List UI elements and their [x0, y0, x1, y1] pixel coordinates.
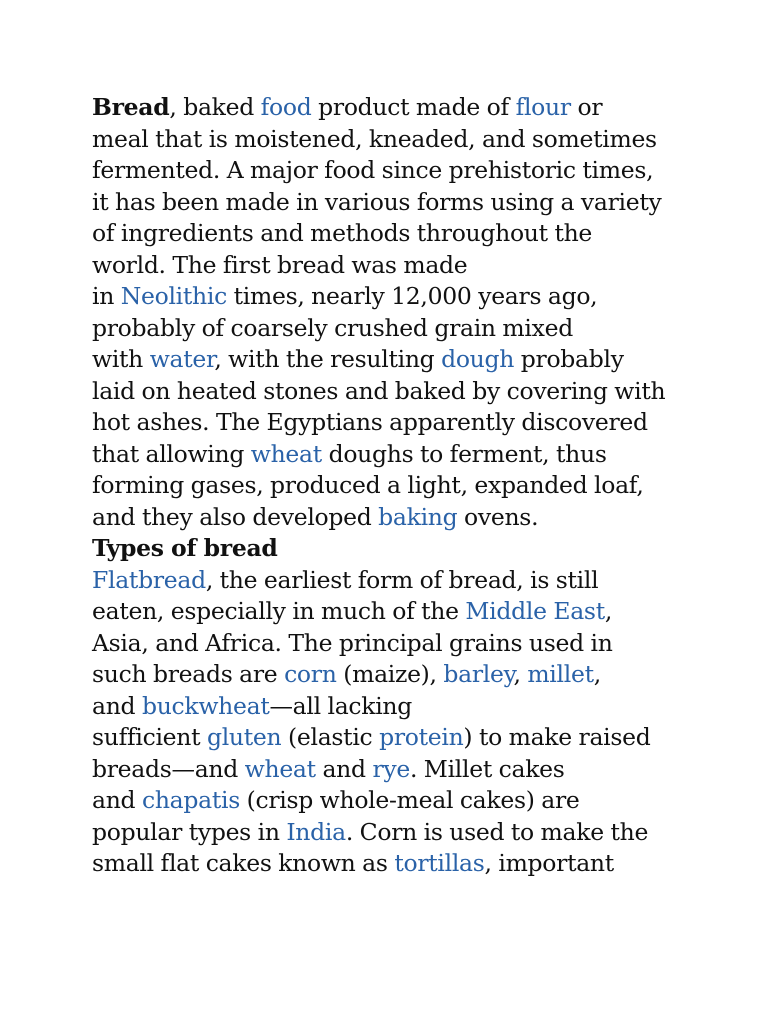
link-tortillas[interactable]: tortillas	[394, 849, 485, 877]
link-corn[interactable]: corn	[284, 660, 337, 688]
text-span: and	[92, 786, 142, 814]
text-span: small flat cakes known as	[92, 849, 395, 877]
text-line	[92, 754, 692, 786]
link-wheat[interactable]: wheat	[250, 439, 322, 468]
link-chapatis[interactable]: chapatis	[141, 786, 240, 814]
link-rye[interactable]: rye	[372, 754, 410, 783]
text-span: (crisp whole-meal cakes) are	[239, 786, 580, 814]
text-line: world. The first bread was made	[92, 250, 468, 279]
text-span: popular types in	[92, 817, 287, 846]
intro-paragraph	[92, 92, 692, 533]
text-line: probably of coarsely crushed grain mixed	[92, 313, 573, 342]
text-line	[92, 596, 692, 628]
text-line: it has been made in various forms using a variety	[92, 187, 662, 216]
text-span: doughs to ferment, thus	[321, 439, 607, 468]
text-span: times, nearly 12,000 years ago,	[226, 282, 598, 310]
link-flour[interactable]: flour	[515, 93, 571, 121]
text-span: and	[315, 754, 373, 783]
text-span: , the earliest form of bread, is still	[205, 565, 599, 594]
link-neolithic[interactable]: Neolithic	[120, 282, 227, 310]
text-span: ovens.	[457, 502, 539, 531]
text-span: . Corn is used to make the	[345, 817, 649, 846]
link-protein[interactable]: protein	[379, 723, 464, 751]
text-line: fermented. A major food since prehistoric times,	[92, 156, 654, 184]
text-line	[92, 439, 692, 471]
text-span: or	[570, 93, 603, 121]
text-span: breads—and	[92, 754, 245, 783]
link-dough[interactable]: dough	[441, 345, 515, 373]
text-span: with	[92, 345, 150, 373]
text-line	[92, 92, 692, 124]
text-span: ) to make raised	[463, 723, 651, 751]
text-line: laid on heated stones and baked by covering with	[92, 376, 666, 405]
link-buckwheat[interactable]: buckwheat	[141, 691, 270, 720]
text-span: and	[92, 691, 142, 720]
text-span: , important	[484, 849, 614, 877]
section-heading: Types of bread	[92, 534, 278, 562]
link-gluten[interactable]: gluten	[206, 723, 282, 751]
text-span: such breads are	[92, 660, 285, 688]
link-barley[interactable]: barley	[443, 660, 514, 688]
text-line	[92, 817, 692, 849]
text-line	[92, 344, 692, 376]
text-span: that allowing	[92, 439, 251, 468]
text-line	[92, 691, 692, 723]
text-span: ,	[604, 597, 613, 625]
text-line: of ingredients and methods throughout the	[92, 219, 593, 247]
text-line	[92, 565, 692, 597]
text-line: Asia, and Africa. The principal grains used in	[92, 628, 613, 657]
text-line	[92, 502, 692, 534]
text-line	[92, 659, 692, 691]
text-span: probably	[514, 345, 624, 373]
text-line: hot ashes. The Egyptians apparently discovered	[92, 408, 648, 436]
term-bread: Bread	[92, 93, 170, 121]
text-span: , baked	[169, 93, 261, 121]
text-span: , with the resulting	[214, 345, 442, 373]
text-line: meal that is moistened, kneaded, and sometimes	[92, 124, 657, 153]
link-food[interactable]: food	[260, 93, 312, 121]
text-span: —all lacking	[269, 691, 413, 720]
text-span: ,	[593, 660, 601, 688]
text-line	[92, 785, 692, 817]
text-span: ,	[513, 660, 528, 688]
text-span: (maize),	[336, 660, 444, 688]
text-line	[92, 722, 692, 754]
text-line: forming gases, produced a light, expanded loaf,	[92, 471, 644, 499]
link-middle-east[interactable]: Middle East	[465, 597, 605, 625]
link-baking[interactable]: baking	[378, 502, 458, 531]
text-span: sufficient	[92, 723, 207, 751]
text-span: and they also developed	[92, 502, 379, 531]
link-flatbread[interactable]: Flatbread	[92, 565, 206, 594]
article-body	[92, 92, 692, 880]
link-water[interactable]: water	[149, 345, 215, 373]
types-paragraph	[92, 565, 692, 880]
link-india[interactable]: India	[286, 817, 346, 846]
text-span: product made of	[311, 93, 516, 121]
text-line	[92, 848, 692, 880]
link-millet[interactable]: millet	[527, 660, 594, 688]
link-wheat[interactable]: wheat	[244, 754, 316, 783]
text-span: eaten, especially in much of the	[92, 597, 466, 625]
text-line	[92, 281, 692, 313]
text-span: in	[92, 282, 121, 310]
text-span: (elastic	[281, 723, 380, 751]
text-span: . Millet cakes	[409, 754, 565, 783]
